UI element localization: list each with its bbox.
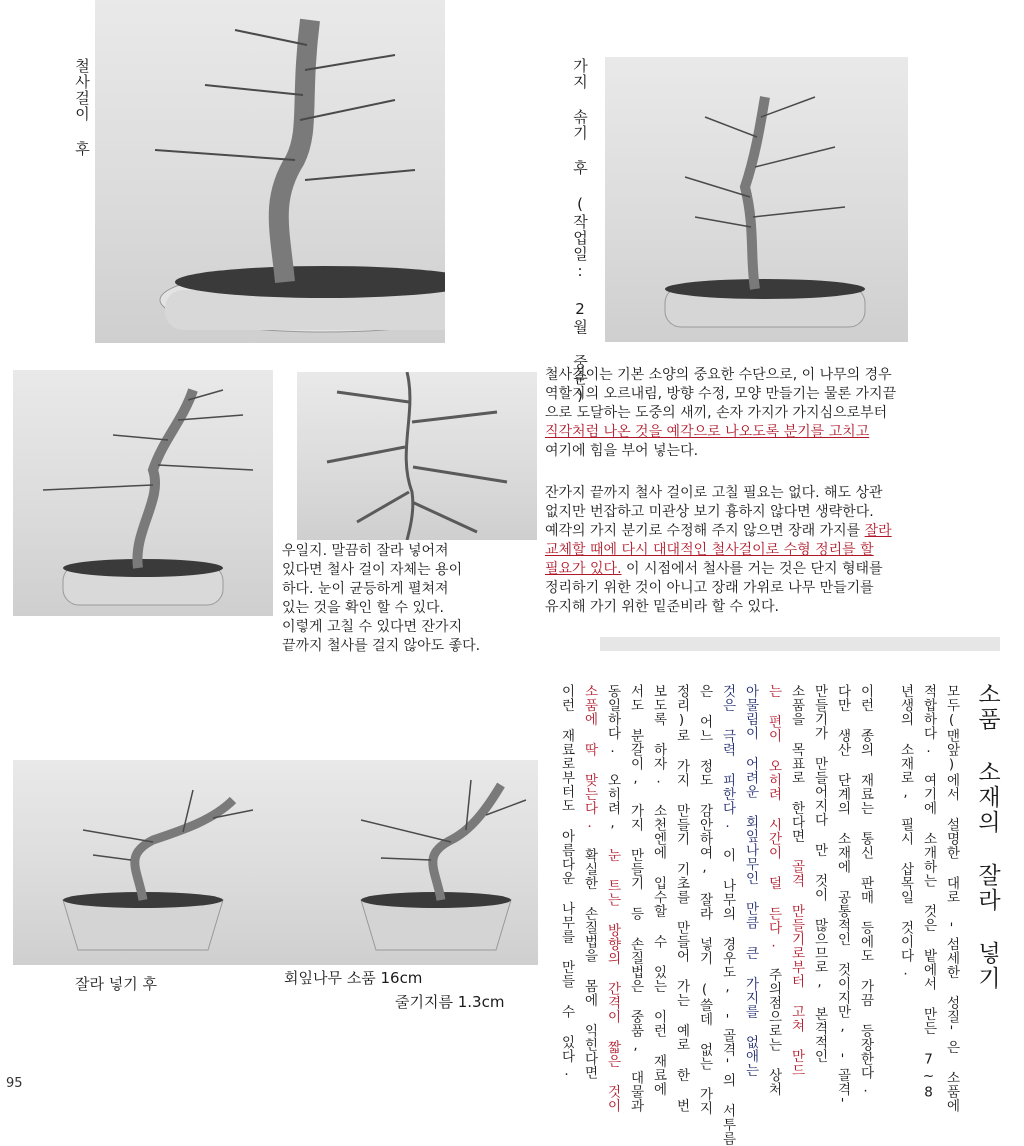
article-column: 만들기가 만들어지다 만 것이 많으므로, 본격적인	[811, 684, 828, 1063]
article-column: 모두(맨앞)에서 설명한 대로 '섬세한 성질'은 소품에	[943, 684, 960, 1113]
bonsai-tree-illustration	[95, 0, 445, 343]
bonsai-tree-illustration	[13, 760, 271, 965]
article-column: 동일하다. 오히려, 눈 트는 방향의 간격이 짧은 것이	[604, 684, 621, 1113]
article-column: 다만 생산 단계의 소재에 공통적인 것이지만, '골격'	[834, 684, 851, 1113]
article-column: 적합하다. 여기에 소개하는 것은 밭에서 만든 7~8	[920, 684, 937, 1101]
caption-after-wiring: 철사걸이 후	[73, 58, 91, 157]
photo-bonsai-after-cut	[13, 760, 271, 965]
article-column: 은 어느 정도 감안하여, 잘라 넣기 (쓸데 없는 가지	[696, 684, 713, 1115]
article-column: 는 편이 오히려 시간이 덜 든다. 주의점으로는 상처	[765, 684, 782, 1096]
article-column: 보도록 하자. 소천엔에 입수할 수 있는 이런 재료에	[650, 684, 667, 1096]
photo-bonsai-after-wiring	[95, 0, 445, 343]
article-column: 서도 분갈이, 가지 만들기 등 손질법은 중품, 대물과	[627, 684, 644, 1113]
bonsai-tree-illustration	[13, 370, 273, 616]
divider-band	[600, 637, 1000, 651]
article-column: 아물림이 어려운 회잎나무인 만큼 큰 가지를 없애는	[742, 684, 759, 1077]
bonsai-tree-illustration	[605, 57, 908, 342]
article-column: 소품에 딱 맞는다. 확실한 손질법을 몸에 익힌다면	[581, 684, 598, 1080]
photo-branch-detail	[297, 372, 537, 540]
article-column: 것은 극력 피한다. 이 나무의 경우도, '골격'의 서투름	[719, 684, 736, 1146]
article-column: 이런 재료로부터도 아름다운 나무를 만들 수 있다.	[558, 684, 575, 1080]
side-note-paragraph: 우일지. 말끔히 잘라 넣어져 있다면 철사 걸이 자체는 용이 하다. 눈이 균등하게 펼쳐져 있는 것을 확인 할 수 있다. 이렇게 고칠 수 있다면 잔가지 끝까지 철사를 걸지 않아도 좋다.	[282, 543, 481, 654]
photo-bonsai-left-side	[13, 370, 273, 616]
caption-trunk-diameter: 줄기지름 1.3cm	[395, 993, 505, 1011]
article-column: 정리)로 가지 만들기 기초를 만들어 가는 예로 한 번	[673, 684, 690, 1113]
article-column: 소품을 목표로 한다면 골격 만들기로부터 고쳐 만드	[788, 684, 805, 1077]
article-column: 이런 종의 재료는 통신 판매 등에도 가끔 등장한다.	[857, 684, 874, 1096]
caption-after-cut: 잘라 넣기 후	[75, 975, 157, 993]
branch-detail-illustration	[297, 372, 537, 540]
photo-bonsai-after-thinning	[605, 57, 908, 342]
article-column: 년생의 소재로, 필시 삽목일 것이다.	[897, 684, 914, 979]
body-paragraph: 잔가지 끝까지 철사 걸이로 고칠 필요는 없다. 해도 상관 없지만 번잡하고 미관상 보기 흉하지 않다면 생략한다. 예각의 가지 분기로 수정해 주지 않으면 장래 가지를 잘라 교체할 때에 다시 대대적인 철사걸이로 수형 정리를 할 필요가 있다. 이 시점에서 철사를 거는 것은 단지 형태를 정리하기 위한 것이 아니고 장래 가위로 나무 만들기를 유지해 가기 위한 밑준비라 할 수 있다.	[545, 485, 892, 615]
caption-species-size: 회잎나무 소품 16cm	[284, 969, 423, 987]
photo-bonsai-species	[271, 760, 538, 965]
bonsai-tree-illustration	[271, 760, 538, 965]
page-number: 95	[6, 1076, 23, 1091]
intro-paragraph: 철사걸이는 기본 소양의 중요한 수단으로, 이 나무의 경우 역할지의 오르내림, 방향 수정, 모양 만들기는 물론 가지끝 으로 도달하는 도중의 새끼, 손자 가지가 가지심으로부터 직각처럼 나온 것을 예각으로 나오도록 분기를 고치고 여기에 힘을 부어 넣는다.	[545, 367, 897, 459]
article-title: 소품 소재의 잘라 넣기	[974, 682, 1000, 991]
caption-after-thinning: 가지 솎기 후 (작업일: 2월 중순)	[571, 58, 589, 405]
